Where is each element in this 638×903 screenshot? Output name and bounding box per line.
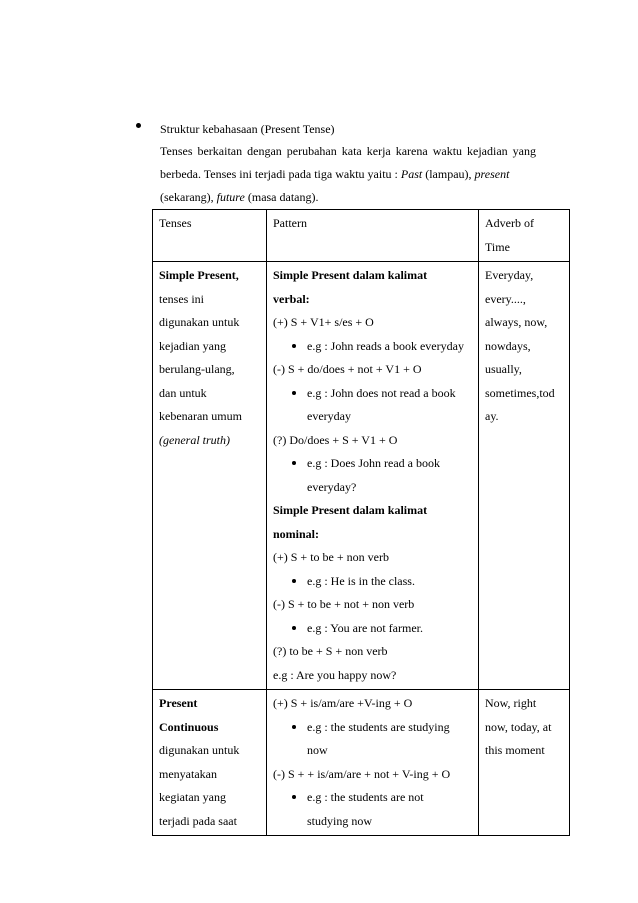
bullet-icon: [292, 344, 296, 348]
tense-name: Continuous: [159, 719, 219, 734]
adverb-line: now, today, at: [485, 719, 552, 734]
tense-name: Simple Present,: [159, 268, 239, 282]
example-text: e.g : John does not read a book: [307, 385, 456, 400]
adverb-line: always, now,: [485, 315, 548, 329]
header-adverb-line: Adverb of: [485, 216, 534, 230]
present-continuous-adverb-cell: [479, 690, 570, 836]
adverb-line: Now, right: [485, 696, 537, 710]
example-text: e.g : Does John read a book: [307, 456, 440, 470]
example-text: e.g : the students are studying: [307, 719, 450, 734]
intro-text: (sekarang),: [160, 190, 217, 204]
section-heading: Struktur kebahasaan (Present Tense): [160, 122, 335, 136]
example-text-cont: now: [307, 743, 328, 757]
intro-past: Past: [400, 167, 423, 181]
tense-desc-line: kegiatan yang: [159, 790, 226, 804]
simple-present-adverb-cell: [479, 262, 570, 690]
tense-desc-italic: (general truth): [159, 432, 230, 447]
example-item: [273, 786, 474, 810]
example-item: [273, 570, 474, 594]
formula-negative: (-) S + + is/am/are + not + V-ing + O: [273, 766, 451, 781]
formula-question: (?) to be + S + non verb: [273, 644, 388, 658]
formula-positive: (+) S + is/am/are +V-ing + O: [273, 696, 413, 710]
pattern-title: Simple Present dalam kalimat: [273, 268, 428, 282]
intro-future: future: [216, 190, 245, 204]
bullet-icon: [292, 626, 296, 630]
example-text-cont: everyday?: [307, 479, 357, 494]
adverb-line: Everyday,: [485, 268, 534, 282]
table-row-simple-present: [153, 262, 570, 690]
tense-desc-line: terjadi pada saat: [159, 813, 237, 828]
header-pattern: Pattern: [267, 210, 479, 262]
example-item: [273, 335, 474, 359]
example-text-cont: studying now: [307, 813, 373, 828]
adverb-line: sometimes,tod: [485, 385, 555, 400]
example-text: e.g : You are not farmer.: [307, 620, 423, 635]
table-row-present-continuous: [153, 690, 570, 836]
intro-line-2: [160, 163, 560, 186]
bullet-icon: [136, 123, 141, 128]
tense-desc-line: digunakan untuk: [159, 315, 240, 329]
example-item: [273, 617, 474, 641]
present-continuous-tense-cell: [153, 690, 267, 836]
example-text: e.g : John reads a book everyday: [307, 338, 464, 353]
header-adverb-line: Time: [485, 239, 510, 254]
intro-paragraph: [160, 140, 560, 209]
example-item: [273, 452, 474, 476]
bullet-icon: [292, 795, 296, 799]
formula-question: (?) Do/does + S + V1 + O: [273, 432, 398, 447]
intro-text: (lampau),: [422, 167, 475, 181]
simple-present-tense-cell: [153, 262, 267, 690]
example-text: e.g : the students are not: [307, 790, 424, 804]
tense-desc-line: berulang-ulang,: [159, 362, 235, 376]
pattern-title: Simple Present dalam kalimat: [273, 503, 428, 517]
bullet-icon: [292, 725, 296, 729]
formula-positive: (+) S + to be + non verb: [273, 550, 389, 564]
example-item: [273, 716, 474, 740]
tenses-table: [152, 209, 570, 836]
formula-negative: (-) S + do/does + not + V1 + O: [273, 362, 422, 376]
formula-negative: (-) S + to be + not + non verb: [273, 597, 415, 611]
tense-desc-line: kebenaran umum: [159, 409, 242, 423]
table-header-row: [153, 210, 570, 262]
tense-desc-line: digunakan untuk: [159, 743, 240, 757]
example-text: e.g : He is in the class.: [307, 573, 415, 588]
adverb-line: usually,: [485, 362, 522, 376]
tense-name: Present: [159, 696, 198, 710]
simple-present-pattern-cell: [267, 262, 479, 690]
adverb-line: ay.: [485, 409, 499, 423]
intro-text: (masa datang).: [244, 190, 319, 204]
header-tenses: Tenses: [153, 210, 267, 262]
present-continuous-pattern-cell: [267, 690, 479, 836]
example-text: e.g : Are you happy now?: [273, 667, 397, 682]
tense-desc-line: menyatakan: [159, 766, 217, 781]
bullet-icon: [292, 579, 296, 583]
pattern-title: verbal:: [273, 291, 310, 306]
intro-line-3: [160, 186, 560, 209]
intro-line-1: Tenses berkaitan dengan perubahan kata kerja karena waktu kejadian yang: [160, 144, 536, 158]
bullet-icon: [292, 391, 296, 395]
intro-present: present: [474, 167, 510, 181]
formula-positive: (+) S + V1+ s/es + O: [273, 315, 374, 329]
tense-desc-line: dan untuk: [159, 385, 207, 400]
example-item: [273, 382, 474, 406]
pattern-title: nominal:: [273, 526, 320, 541]
tense-desc-line: kejadian yang: [159, 338, 226, 353]
adverb-line: nowdays,: [485, 338, 531, 353]
bullet-icon: [292, 461, 296, 465]
adverb-line: every....,: [485, 291, 526, 306]
intro-text: berbeda. Tenses ini terjadi pada tiga waktu yaitu :: [160, 167, 401, 181]
example-text-cont: everyday: [307, 409, 351, 423]
header-adverb: [479, 210, 570, 262]
tense-desc-line: tenses ini: [159, 291, 204, 306]
adverb-line: this moment: [485, 743, 545, 757]
